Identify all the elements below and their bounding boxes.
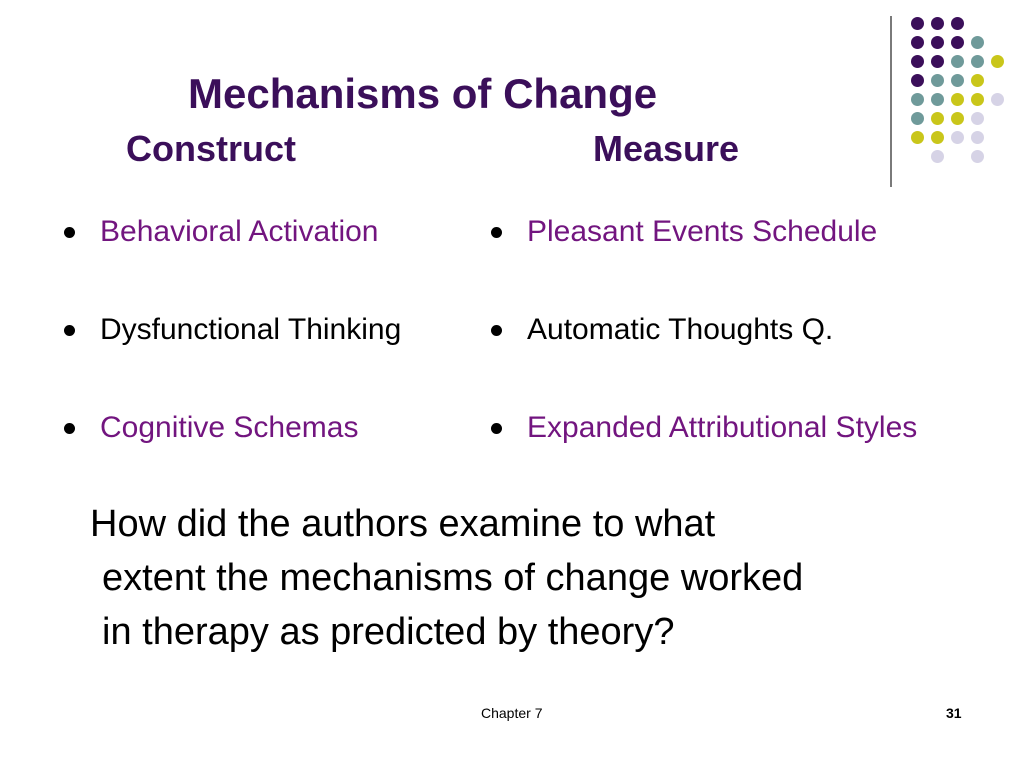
decor-dot <box>971 112 984 125</box>
bullet-dot-icon <box>491 227 502 238</box>
decor-dot <box>911 36 924 49</box>
decor-dot <box>971 55 984 68</box>
construct-item <box>62 308 401 406</box>
measure-column-heading: Measure <box>593 128 740 169</box>
decor-dot <box>931 55 944 68</box>
question-line: in therapy as predicted by theory? <box>102 611 675 653</box>
bullet-dot-icon <box>491 325 502 336</box>
decor-dot <box>971 74 984 87</box>
decor-dot <box>971 93 984 106</box>
measure-item <box>489 308 917 406</box>
decor-dot <box>911 93 924 106</box>
decor-dot <box>931 17 944 30</box>
decor-dot <box>931 150 944 163</box>
bullet-dot-icon <box>64 325 75 336</box>
construct-label: Cognitive Schemas <box>100 411 359 444</box>
decor-dot <box>911 55 924 68</box>
decor-dot <box>931 74 944 87</box>
construct-column-heading: Construct <box>126 128 296 169</box>
measure-list <box>489 210 917 504</box>
decor-dot <box>951 36 964 49</box>
construct-label: Dysfunctional Thinking <box>100 313 402 346</box>
decor-dot <box>931 36 944 49</box>
decor-dot <box>911 74 924 87</box>
decor-dot <box>971 131 984 144</box>
decor-dot <box>991 93 1004 106</box>
construct-item <box>62 210 401 308</box>
question-line: How did the authors examine to what <box>90 503 716 545</box>
decor-dot <box>951 55 964 68</box>
decor-dot <box>911 17 924 30</box>
slide-title: Mechanisms of Change <box>188 70 658 117</box>
decor-dot <box>931 131 944 144</box>
decorative-divider-line <box>890 16 892 187</box>
decor-dot <box>971 36 984 49</box>
decor-dot <box>951 17 964 30</box>
measure-item <box>489 406 917 504</box>
measure-label: Pleasant Events Schedule <box>527 215 878 248</box>
bullet-dot-icon <box>491 423 502 434</box>
decor-dot <box>951 74 964 87</box>
measure-item <box>489 210 917 308</box>
decor-dot <box>911 112 924 125</box>
decor-dot <box>971 150 984 163</box>
bullet-dot-icon <box>64 423 75 434</box>
decor-dot <box>931 112 944 125</box>
measure-label: Automatic Thoughts Q. <box>527 313 834 346</box>
footer-page-number: 31 <box>946 705 962 721</box>
construct-list <box>62 210 401 504</box>
decor-dot <box>911 131 924 144</box>
construct-item <box>62 406 401 504</box>
construct-label: Behavioral Activation <box>100 215 379 248</box>
decor-dot <box>991 55 1004 68</box>
decor-dot <box>951 112 964 125</box>
footer-chapter: Chapter 7 <box>481 705 543 721</box>
decor-dot <box>951 93 964 106</box>
question-line: extent the mechanisms of change worked <box>102 557 804 599</box>
decor-dot <box>931 93 944 106</box>
bullet-dot-icon <box>64 227 75 238</box>
measure-label: Expanded Attributional Styles <box>527 411 918 444</box>
decor-dot <box>951 131 964 144</box>
discussion-question <box>90 497 970 659</box>
